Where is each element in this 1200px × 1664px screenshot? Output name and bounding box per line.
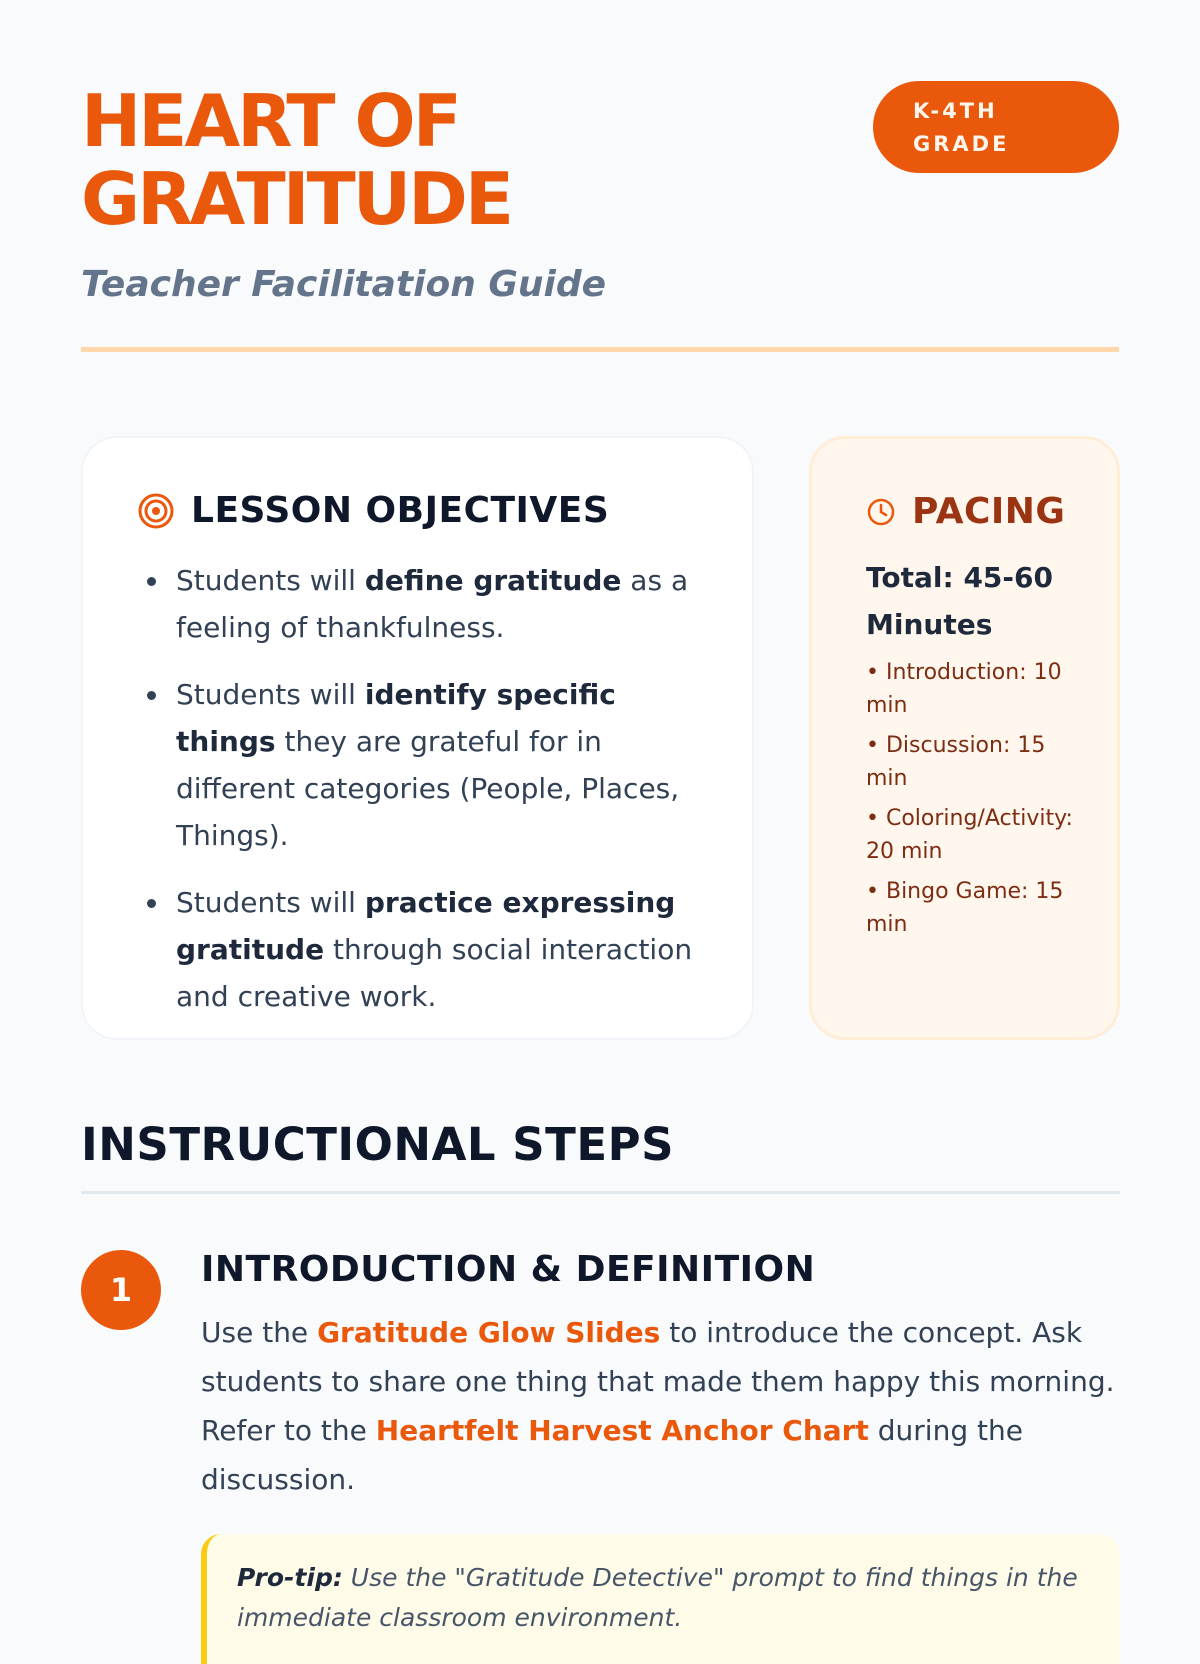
gratitude-glow-slides-link[interactable]: Gratitude Glow Slides [317, 1316, 661, 1349]
objective-text: Students will [176, 678, 365, 711]
pacing-total: Total: 45-60 Minutes [866, 561, 1053, 641]
pro-tip-label: Pro-tip: [237, 1563, 343, 1592]
objective-text: Students will [176, 886, 365, 919]
pacing-item: • Bingo Game: 15 min [866, 879, 1064, 937]
objective-emphasis: practice expressing gratitude [176, 886, 676, 966]
pacing-item: • Introduction: 10 min [866, 660, 1062, 718]
objectives-title: LESSON OBJECTIVES [191, 490, 610, 531]
page-title [81, 79, 781, 241]
title-line-2: GRATITUDE [81, 157, 512, 241]
step-1 [81, 1250, 1120, 1664]
objective-text: they are grateful for in different categories (People, Places, Things). [176, 725, 680, 852]
objective-item [137, 879, 712, 1020]
objectives-heading [137, 490, 712, 531]
grade-badge-line-2: GRADE [913, 132, 1010, 156]
step-description [201, 1308, 1120, 1504]
header [81, 0, 1119, 352]
step-text: Use the [201, 1316, 318, 1349]
objective-text: Students will [176, 564, 365, 597]
target-icon [137, 492, 175, 530]
pacing-card [809, 436, 1120, 1040]
step-text: to introduce the concept. Ask students to share one thing that made them happy this morning. Refer to the [201, 1316, 1115, 1447]
grade-badge [873, 81, 1119, 173]
step-title: INTRODUCTION & DEFINITION [201, 1249, 816, 1290]
objective-item [137, 557, 712, 651]
title-line-1: HEART OF [81, 79, 459, 163]
pacing-list [866, 656, 1087, 941]
objective-text: through social interaction and creative work. [176, 933, 693, 1013]
pacing-item: • Coloring/Activity: 20 min [866, 806, 1073, 864]
pacing-title: PACING [912, 491, 1066, 532]
anchor-chart-link[interactable]: Heartfelt Harvest Anchor Chart [375, 1414, 869, 1447]
pacing-item: • Discussion: 15 min [866, 733, 1046, 791]
pro-tip-text: Use the "Gratitude Detective" prompt to find things in the immediate classroom environment. [237, 1563, 1078, 1632]
step-text: during the discussion. [201, 1414, 1023, 1496]
steps-heading: INSTRUCTIONAL STEPS [81, 1118, 1120, 1194]
objectives-list [137, 557, 712, 1020]
overview-cards [81, 436, 1120, 1040]
objective-text: as a feeling of thankfulness. [176, 564, 689, 644]
pro-tip-callout [201, 1534, 1120, 1664]
step-body [201, 1250, 1120, 1664]
clock-icon [866, 497, 896, 527]
step-number-badge: 1 [81, 1250, 161, 1330]
page-subtitle: Teacher Facilitation Guide [81, 264, 607, 305]
pacing-heading [866, 491, 1087, 532]
objective-item [137, 671, 712, 859]
objectives-card [81, 436, 754, 1040]
objective-emphasis: define gratitude [364, 564, 622, 597]
grade-badge-line-1: K-4TH [913, 99, 998, 123]
objective-emphasis: identify specific things [176, 678, 616, 758]
